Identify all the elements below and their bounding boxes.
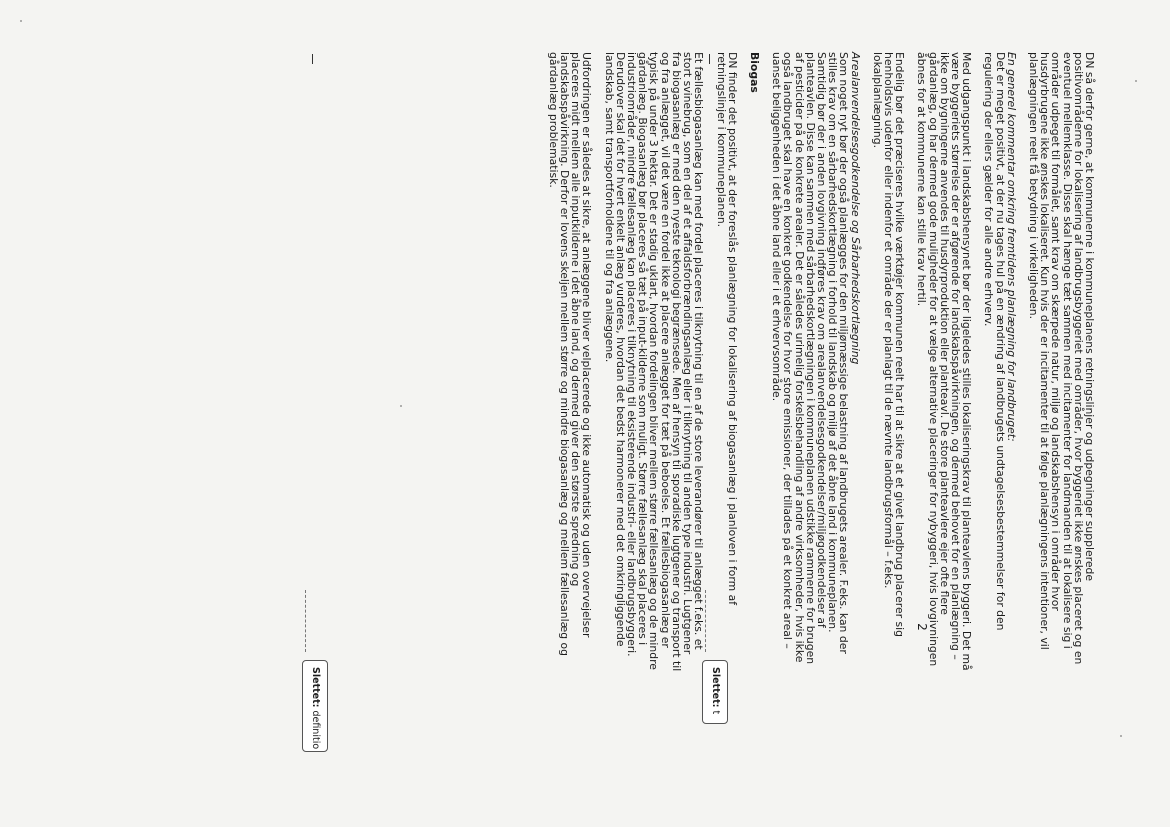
comment-label: Slettet: bbox=[710, 667, 721, 708]
subheading-land-use-approval: Arealanvendelsesgodkendelse og Sårbarhedskortlægning bbox=[848, 52, 862, 365]
comment-balloon-deleted-t[interactable] bbox=[702, 660, 728, 724]
comment-value: t bbox=[710, 710, 721, 715]
page-number: 2 bbox=[914, 623, 929, 631]
comment-leader-line bbox=[705, 590, 706, 652]
paragraph-landscape: Med udgangspunkt i landskabshensynet bør der ligeledes stilles lokaliseringskrav til planteavlens byggeri. Det må være byggeriets størrelse der er afgørende for landskabspåvirkningen, og dermed behovet for en planlægning – ikke om bygningerne anvendes til husdyrproduktion eller planteavl. De store planteavlere ejer ofte flere gårdanlæg, og har dermed gode muligheder for at vælge alternative placeringer for nybyggeri, hvis lovgivningen åbnes for at kommunerne kan stille krav hertil. bbox=[915, 52, 974, 671]
paragraph-planning-suggestions: DN så derfor gerne, at kommunerne i kommuneplanens retningslinjer og udpegninger supplerede positivområderne for lokalisering af landbrugsbyggeriet med områder, hvor byggeriet ikke ønskes placeret og en eventuel mellemklasse. Disse skal hænge tæt sammen med incitamenter for landmanden til at lokalisere sig i områder udpeget til formålet, samt krav om skærpede natur, miljø og landskabshensyn i områder hvor husdyrbrugene ikke ønskes lokaliseret. Kun hvis der er incitamenter til at følge planlægningens intentioner, vil planlægningen reelt få betydning i virkeligheden. bbox=[1026, 52, 1096, 665]
section-heading-biogas: Biogas bbox=[747, 52, 761, 93]
paragraph-exemption-rules: Det er meget positivt, at der nu tages hul på en ændring af landbrugets undtagelsesbestemmelser for den regulering der ellers gælder for alle andre erhverv. bbox=[982, 52, 1007, 631]
paragraph-biogas-challenge: Udfordringen er således at sikre, at anlæggene bliver velplacerede og ikke automatisk og uden overvejelser placeres midt mellem alle inputkilderne i det åbne land, og dermed giver den største spredning og landskabspåvirkning. Derfor er lovens skeljen mellem større og mindre biogasanlæg og mellem fællesanlæg og gårdanlæg problematisk. bbox=[546, 52, 594, 656]
scan-speck bbox=[400, 405, 402, 407]
comment-balloon-deleted-definitio[interactable] bbox=[302, 660, 328, 752]
subheading-general-comment: En generel kommentar omkring fremtidens planlægning for landbruget: bbox=[1004, 52, 1018, 442]
comment-label: Slettet: bbox=[310, 667, 321, 708]
change-bar bbox=[709, 54, 710, 64]
comment-leader-line bbox=[305, 590, 306, 652]
scan-speck bbox=[20, 20, 22, 22]
comment-value: definitio bbox=[310, 710, 321, 750]
document-body bbox=[275, 52, 1095, 672]
paragraph-biogas-placement: Et fællesbiogasanlæg kan med fordel placeres i tilknytning til en af de store leverandører til anlægget f.eks. et stort svinebrug, som en del af et affaldsforbrændingsanlæg eller i tilknytning til anden type industri. Lugtgener fra biogasanlæg er med den nyeste teknologi begrænsede. Men af hensyn til sporadiske lugtgener og transport til og fra anlægget, vil det være en fordel ikke at placere anlægget for tæt på beboelse. Et fællesbiogasanlæg er typisk på under 3 hektar. Det er stadig uklart, hvordan fordelingen bliver mellem større fællesanlæg og de mindre gårdanlæg. Biogasanlæg bør placeres så tæt på input-kilderne som muligt. Større fællesanlæg skal placeres i industriområder, mindre fællesanlæg kan placeres i tilknytning til eksisterende industri- eller landbrugsbyggeri. Derudover skal det for hvert enkelt anlæg vurderes, hvordan det bedst harmonerer med det omkringliggende landskab, samt transportforholdene til og fra anlæggene. bbox=[602, 52, 706, 672]
paragraph-tools: Endelig bør det præciseres hvilke værktøjer kommunen reelt har til at sikre at et givet landbrug placerer sig henholdsvis udenfor eller indenfor et område der er planlagt til de nævnte landbrugsformål – f.eks. lokalplanlægning. bbox=[870, 52, 907, 637]
change-bar bbox=[312, 54, 313, 64]
scan-speck bbox=[1135, 80, 1137, 82]
paragraph-biogas-positive: DN finder det positivt, at der foreslås planlægning for lokalisering af biogasanlæg i planloven i form af retningslinjer i kommuneplanen. bbox=[714, 52, 739, 605]
paragraph-vulnerability-mapping: Som noget nyt bør der også planlægges for den miljømæssige belastning af landbrugets arealer. F.eks. kan der stilles krav om en sårbarhedskortlægning i forhold til landskab og miljø af det åbne land i kommuneplanen. Samtidig bør der i anden lovgivning indføres krav om arealanvendelsesgodkendelser/miljøgodkendelser af planteavlen. Disse kan sammen med sårbarhedskortlægningen i kommuneplanen udstikke rammerne for brugen af pesticider på de konkrete arealer. Det er således urimelig forskelsbehandling af andre virksomheder, hvis ikke også landbruget skal have en konkret godkendelse for hvor store emissioner, der tillades på et konkret areal – uanset beliggenheden i det åbne land eller i et erhvervsområde. bbox=[770, 52, 851, 665]
scan-speck bbox=[1120, 735, 1122, 737]
